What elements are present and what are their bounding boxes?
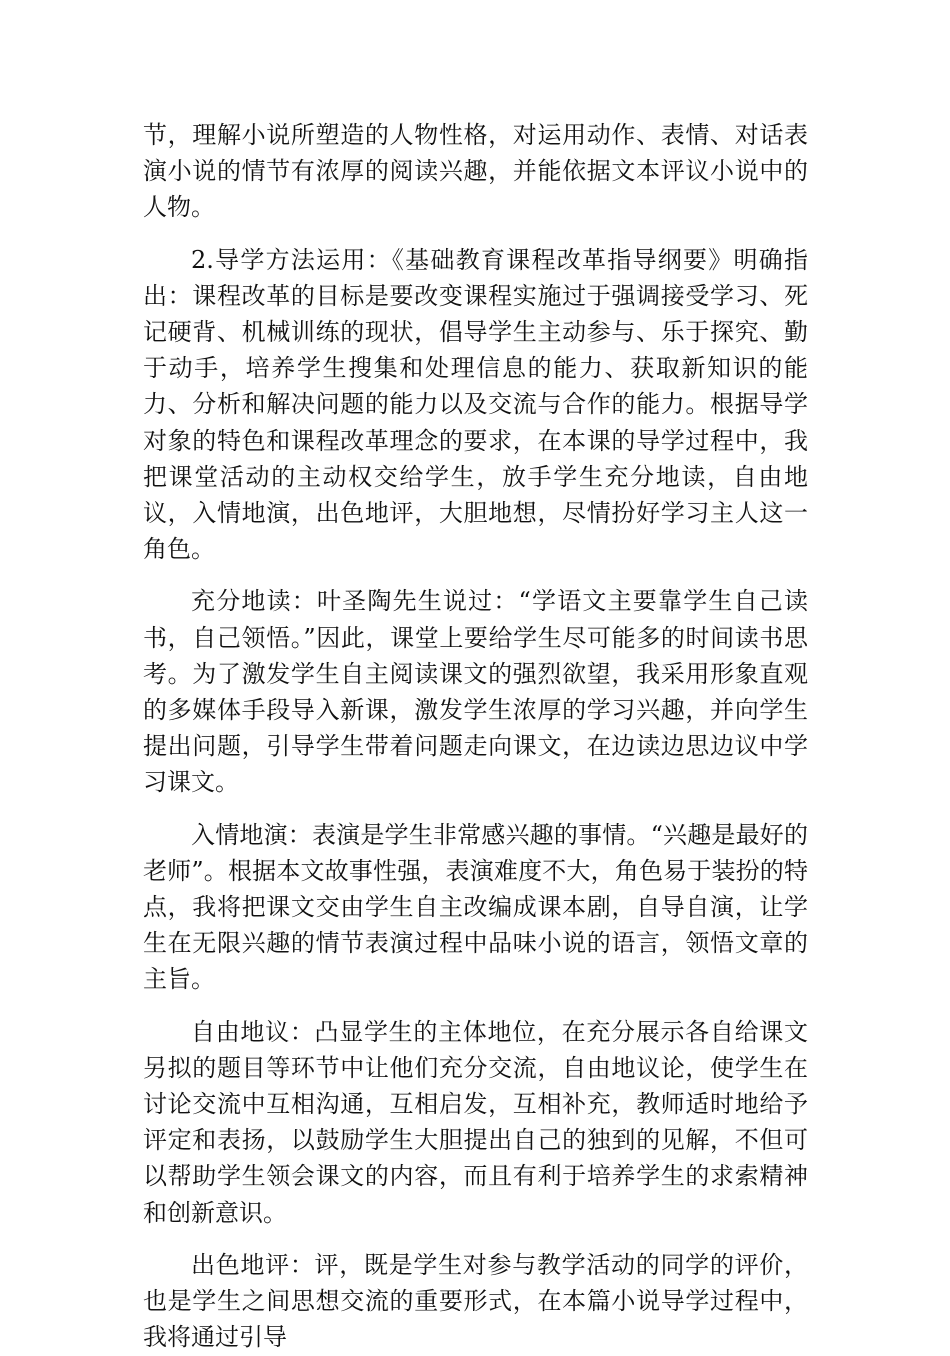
paragraph-3: 充分地读：叶圣陶先生说过：“学语文主要靠学生自己读书，自己领悟。”因此，课堂上要给学生尽可能多的时间读书思考。为了激发学生自主阅读课文的强烈欲望，我采用形象直观的多媒体手段导入新课，激发学生浓厚的学习兴趣，并向学生提出问题，引导学生带着问题走向课文，在边读边思边议中学习课文。 xyxy=(143,587,808,797)
paragraph-4: 入情地演：表演是学生非常感兴趣的事情。“兴趣是最好的老师”。根据本文故事性强，表演难度不大，角色易于装扮的特点，我将把课文交由学生自主改编成课本剧，自导自演，让学生在无限兴趣的情节表演过程中品味小说的语言，领悟文章的主旨。 xyxy=(143,820,808,994)
paragraph-1: 节，理解小说所塑造的人物性格，对运用动作、表情、对话表演小说的情节有浓厚的阅读兴趣，并能依据文本评议小说中的人物。 xyxy=(143,121,808,222)
body-text xyxy=(143,117,808,1356)
paragraph-5: 自由地议：凸显学生的主体地位，在充分展示各自给课文另拟的题目等环节中让他们充分交流，自由地议论，使学生在讨论交流中互相沟通，互相启发，互相补充，教师适时地给予评定和表扬，以鼓励学生大胆提出自己的独到的见解，不但可以帮助学生领会课文的内容，而且有利于培养学生的求索精神和创新意识。 xyxy=(143,1017,808,1227)
paragraph-6: 出色地评：评，既是学生对参与教学活动的同学的评价，也是学生之间思想交流的重要形式，在本篇小说导学过程中，我将通过引导 xyxy=(143,1250,808,1352)
paragraph-2: 2.导学方法运用：《基础教育课程改革指导纲要》明确指出：课程改革的目标是要改变课程实施过于强调接受学习、死记硬背、机械训练的现状，倡导学生主动参与、乐于探究、勤于动手，培养学生搜集和处理信息的能力、获取新知识的能力、分析和解决问题的能力以及交流与合作的能力。根据导学对象的特色和课程改革理念的要求，在本课的导学过程中，我把课堂活动的主动权交给学生，放手学生充分地读，自由地议，入情地演，出色地评，大胆地想，尽情扮好学习主人这一角色。 xyxy=(143,245,808,564)
